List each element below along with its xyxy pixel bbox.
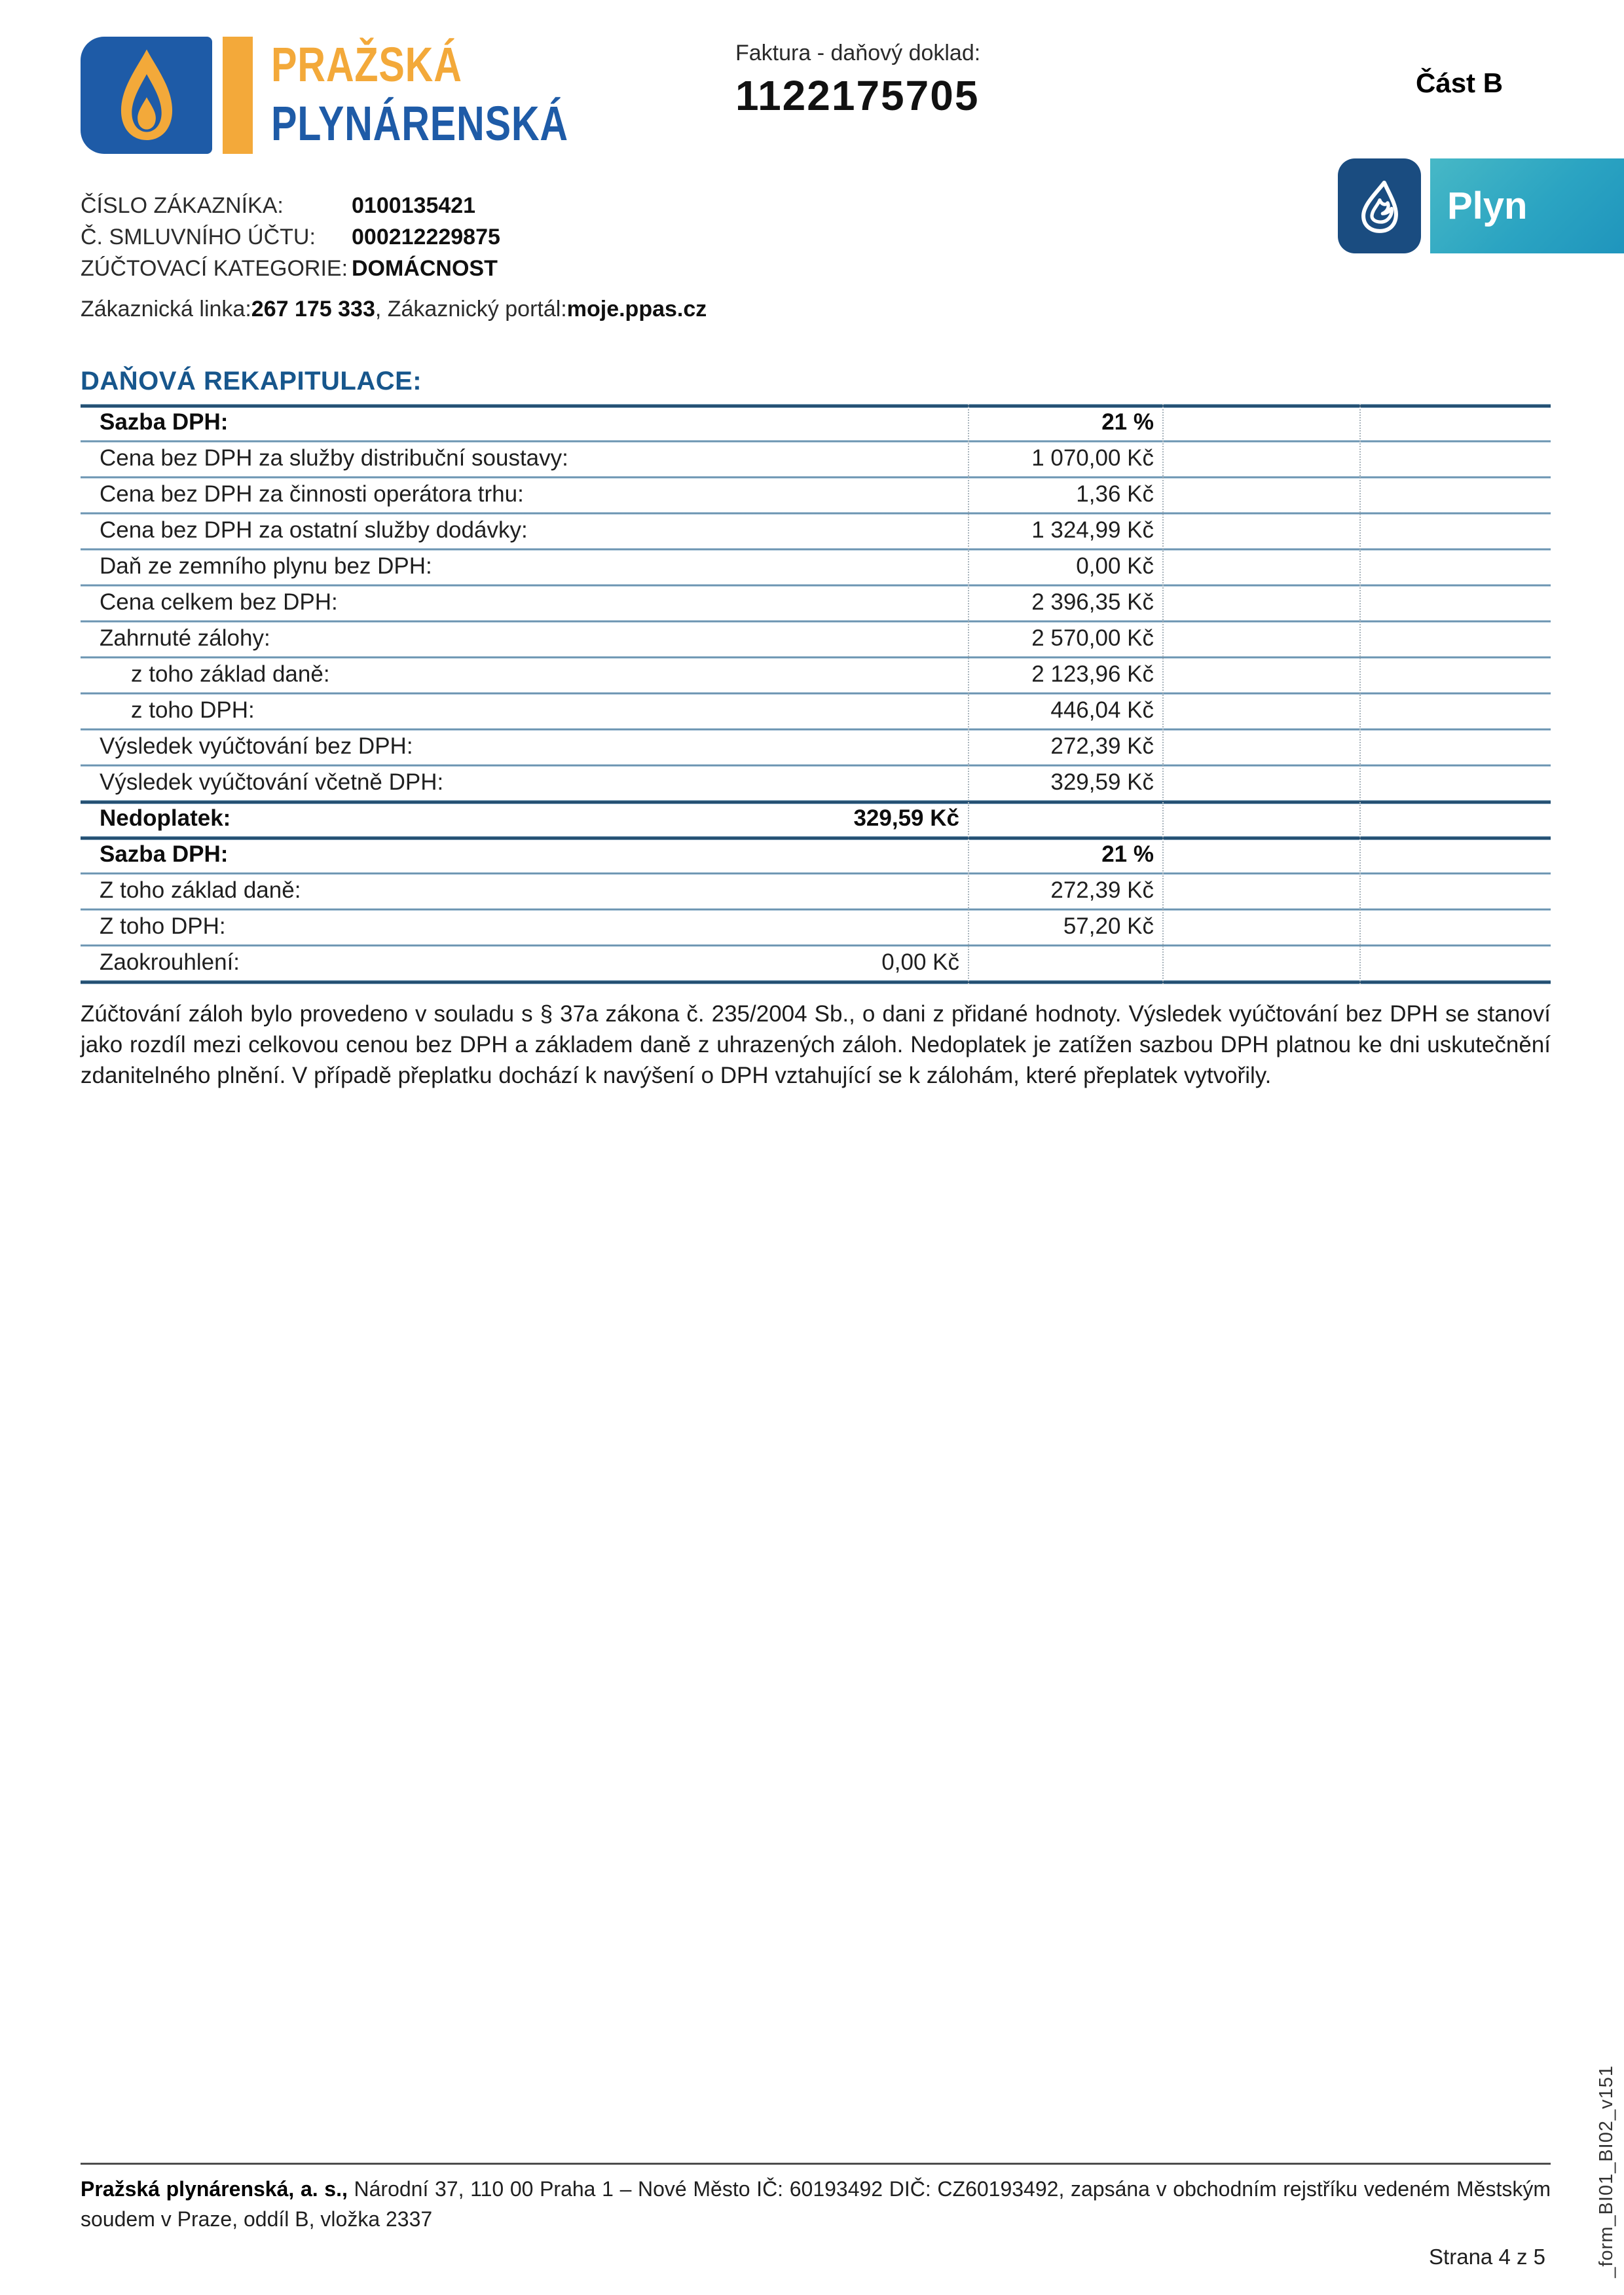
table-row-underpayment bbox=[81, 800, 1551, 836]
row-value: 0,00 Kč bbox=[1076, 553, 1154, 579]
product-badge bbox=[1430, 158, 1624, 253]
brand-name-line2: PLYNÁRENSKÁ bbox=[271, 96, 568, 151]
row-value: 272,39 Kč bbox=[1050, 733, 1154, 759]
row-label: Daň ze zemního plynu bez DPH: bbox=[100, 553, 432, 579]
row-value: 1 324,99 Kč bbox=[1031, 517, 1154, 543]
table-bottom-rule bbox=[81, 980, 1551, 984]
part-label: Část B bbox=[1416, 67, 1504, 98]
section-title: DAŇOVÁ REKAPITULACE: bbox=[81, 367, 422, 395]
row-label: Zahrnuté zálohy: bbox=[100, 625, 270, 651]
customer-number-row bbox=[81, 190, 707, 221]
row-value: 1 070,00 Kč bbox=[1031, 445, 1154, 471]
logo-flame-box bbox=[81, 37, 212, 154]
contract-account-label: Č. SMLUVNÍHO ÚČTU: bbox=[81, 224, 316, 249]
row-value: 21 % bbox=[1101, 841, 1154, 867]
table-row-vat-rate-2 bbox=[81, 836, 1551, 872]
form-code: _form_BI01_BI02_v151 bbox=[1596, 2065, 1617, 2278]
row-value: 0,00 Kč bbox=[881, 949, 959, 975]
billing-category-value: DOMÁCNOST bbox=[352, 255, 498, 281]
table-row-gas-tax bbox=[81, 548, 1551, 584]
footer-company-info bbox=[81, 2174, 1551, 2234]
table-row-market-operator bbox=[81, 476, 1551, 512]
footer-company-name: Pražská plynárenská, a. s., bbox=[81, 2177, 348, 2201]
row-label: Cena bez DPH za služby distribuční soustavy: bbox=[100, 445, 568, 471]
row-value: 272,39 Kč bbox=[1050, 877, 1154, 903]
table-row-other-services bbox=[81, 512, 1551, 548]
row-label: Z toho základ daně: bbox=[100, 877, 301, 903]
row-value: 446,04 Kč bbox=[1050, 697, 1154, 723]
row-value: 2 570,00 Kč bbox=[1031, 625, 1154, 651]
table-row-base-of-that bbox=[81, 872, 1551, 908]
row-label: Z toho DPH: bbox=[100, 913, 226, 939]
footer-rule bbox=[81, 2163, 1551, 2165]
table-row-result-ex-vat bbox=[81, 728, 1551, 764]
column-divider bbox=[1359, 404, 1361, 984]
column-divider bbox=[1162, 404, 1164, 984]
row-label: Nedoplatek: bbox=[100, 805, 231, 831]
table-row-advances-vat bbox=[81, 692, 1551, 728]
gas-flame-icon bbox=[105, 46, 188, 145]
flame-outline-icon bbox=[1352, 175, 1408, 238]
row-label: Sazba DPH: bbox=[100, 841, 229, 867]
footer-company-address: Národní 37, 110 00 Praha 1 – Nové Město IČ: 60193492 DIČ: CZ60193492, zapsána v obchodním rejstříku vedeném Městským soudem v Praze, oddíl B, vložka 2337 bbox=[81, 2177, 1551, 2231]
contact-line bbox=[81, 293, 707, 325]
row-label: Cena celkem bez DPH: bbox=[100, 589, 338, 615]
contract-account-row bbox=[81, 221, 707, 253]
company-logo bbox=[271, 35, 642, 154]
badge-flame-box bbox=[1338, 158, 1421, 253]
row-value: 57,20 Kč bbox=[1063, 913, 1154, 939]
row-value: 2 396,35 Kč bbox=[1031, 589, 1154, 615]
row-label: z toho DPH: bbox=[131, 697, 255, 723]
table-row-distribution bbox=[81, 440, 1551, 476]
contract-account-value: 000212229875 bbox=[352, 224, 500, 249]
invoice-doc-label: Faktura - daňový doklad: bbox=[735, 41, 981, 65]
row-value: 21 % bbox=[1101, 409, 1154, 435]
contact-phone: 267 175 333 bbox=[251, 296, 375, 321]
customer-number-value: 0100135421 bbox=[352, 193, 476, 218]
row-label: z toho základ daně: bbox=[131, 661, 330, 687]
row-value: 329,59 Kč bbox=[1050, 769, 1154, 795]
tax-table bbox=[81, 404, 1551, 984]
row-label: Cena bez DPH za ostatní služby dodávky: bbox=[100, 517, 528, 543]
invoice-number: 1122175705 bbox=[735, 72, 980, 119]
table-row-rounding bbox=[81, 944, 1551, 980]
customer-number-label: ČÍSLO ZÁKAZNÍKA: bbox=[81, 193, 284, 218]
tax-recap-section bbox=[81, 368, 1551, 1091]
table-row-advances bbox=[81, 620, 1551, 656]
logo-accent-bar bbox=[223, 37, 253, 154]
billing-category-label: ZÚČTOVACÍ KATEGORIE: bbox=[81, 255, 348, 281]
row-value: 1,36 Kč bbox=[1076, 481, 1154, 507]
contact-prefix: Zákaznická linka: bbox=[81, 296, 251, 321]
billing-category-row bbox=[81, 253, 707, 284]
table-row-vat-rate bbox=[81, 404, 1551, 440]
table-row-result-inc-vat bbox=[81, 764, 1551, 800]
page-number: Strana 4 z 5 bbox=[1429, 2245, 1545, 2269]
brand-name-line1: PRAŽSKÁ bbox=[271, 37, 462, 92]
row-label: Sazba DPH: bbox=[100, 409, 229, 435]
row-label: Výsledek vyúčtování bez DPH: bbox=[100, 733, 413, 759]
contact-portal: moje.ppas.cz bbox=[566, 296, 707, 321]
table-row-total-ex-vat bbox=[81, 584, 1551, 620]
row-label: Výsledek vyúčtování včetně DPH: bbox=[100, 769, 444, 795]
row-value: 329,59 Kč bbox=[853, 805, 959, 831]
product-badge-label: Plyn bbox=[1447, 185, 1528, 227]
table-row-advances-base bbox=[81, 656, 1551, 692]
column-divider bbox=[968, 404, 969, 984]
customer-info bbox=[81, 190, 707, 325]
invoice-header bbox=[735, 41, 980, 120]
table-row-vat-of-that bbox=[81, 908, 1551, 944]
row-label: Zaokrouhlení: bbox=[100, 949, 240, 975]
row-label: Cena bez DPH za činnosti operátora trhu: bbox=[100, 481, 524, 507]
contact-middle: , Zákaznický portál: bbox=[375, 296, 567, 321]
legal-note: Zúčtování záloh bylo provedeno v souladu s § 37a zákona č. 235/2004 Sb., o dani z přidané hodnoty. Výsledek vyúčtování bez DPH se stanoví jako rozdíl mezi celkovou cenou bez DPH a základem daně z uhrazených záloh. Nedoplatek je zatížen sazbou DPH platnou ke dni uskutečnění zdanitelného plnění. V případě přeplatku dochází k navýšení o DPH vztahující se k zálohám, které přeplatek vytvořily. bbox=[81, 1001, 1551, 1088]
row-value: 2 123,96 Kč bbox=[1031, 661, 1154, 687]
